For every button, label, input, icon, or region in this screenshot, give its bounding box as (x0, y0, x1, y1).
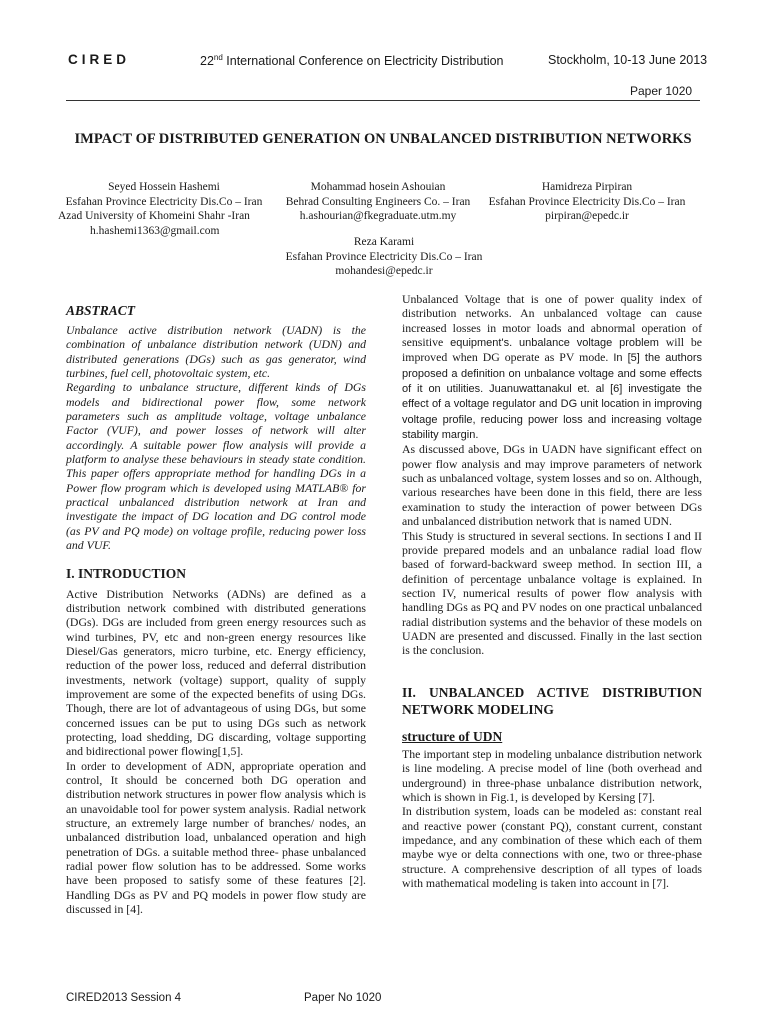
subsection-heading: structure of UDN (402, 728, 503, 744)
section-2-heading: II. UNBALANCED ACTIVE DISTRIBUTION NETWORK MODELING (402, 684, 702, 717)
conference-number: 22 (200, 54, 214, 69)
author-affiliation: Esfahan Province Electricity Dis.Co – Iran (65, 195, 263, 208)
intro-paragraph-2: In order to development of ADN, appropriate operation and control, It should be concerned both DG operation and distribution network structures in power flow analysis which is an unavoidable tool for power system analysis. Radial network structure, an extremely large number of branches/ nodes, an unbalanced distribution load, unbalanced operation and high penetration of DGs. a suitable method three- phase unbalanced radial power flow solution has to be addressed. Some works have been proposed to satisfy some of these features [2]. Handling DGs as PV and PQ models in power flow study are discussed in [4]. (66, 758, 366, 917)
conference-ordinal: nd (213, 53, 223, 62)
conference-name: International Conference on Electricity Distribution (222, 54, 504, 69)
right-paragraph-5: In distribution system, loads can be modeled as: constant real and reactive power (constant PQ), constant current, constant impedance, and any combination of these which each of them maybe wye or delta connections with one, two or three-phase structure. A comprehensive description of all types of loads with mathematical modeling is taken into account in [7]. (402, 804, 702, 891)
author-block-1 (58, 180, 270, 238)
author-block-4 (272, 235, 496, 279)
footer-session: CIRED2013 Session 4 (66, 992, 182, 1004)
header-divider (66, 100, 700, 101)
author-name: Hamidreza Pirpiran (541, 181, 633, 193)
abstract-paragraph-2: Regarding to unbalance structure, different kinds of DGs models and bidirectional power flow, some network parameters such as amplitude voltage, voltage unbalance Factor (VUF), and power losses of network will alter accordingly. A suitable power flow analysis will provide a platform to analyse these behaviours in steady state condition. This paper offers appropriate method for handling DGs in a Power flow program which is developed using MATLAB® for practical unbalanced distribution network at Iran and investigate the impact of DG location and DG control mode (as PV and PQ mode) on voltage profile, reducing power loss and VUF. (66, 380, 366, 553)
right-paragraph-2: As discussed above, DGs in UADN have significant effect on power flow analysis and may improve parameters of network such as unbalanced voltage, system losses and so on. Although, various researches have been done in this field, there are less examination to study the interaction of power between DGs and unbalanced distribution network that is named UDN. (402, 442, 702, 529)
cired-logo-text: CIRED (68, 52, 131, 67)
author-block-3 (486, 180, 688, 224)
author-email: h.hashemi1363@gmail.com (90, 224, 220, 237)
right-paragraph-1-part-c: will be improved when DG operate as PV mode. (402, 335, 703, 365)
right-paragraph-1 (402, 292, 702, 442)
author-affiliation: Esfahan Province Electricity Dis.Co – Iran (488, 195, 686, 208)
paper-title: IMPACT OF DISTRIBUTED GENERATION ON UNBALANCED DISTRIBUTION NETWORKS (74, 131, 692, 147)
paper-number: Paper 1020 (630, 84, 693, 98)
author-block-2 (272, 180, 484, 224)
introduction-heading: I. INTRODUCTION (66, 565, 187, 581)
right-paragraph-3: This Study is structured in several sections. In sections I and II provide prepared models and an unbalance radial load flow based of forward-backward sweep method. In section III, a definition of percentage unbalance voltage is explained. In section IV, numerical results of power flow analysis with handling DGs as PQ and PV nodes on one practical unbalanced radial distribution systems and the behavior of these models on UADN are presented and discussed. Finally in the last section is the conclusion. (402, 528, 702, 658)
intro-paragraph-1: Active Distribution Networks (ADNs) are defined as a distribution network combined with distributed generations (DGs). DGs are included from green energy resources such as wind turbines, PV, etc and non-green energy resources like Diesel/Gas generators, micro turbine, etc. Energy efficiency, reduction of the power loss, reduced and deferral distribution investments, network (voltage) support, quality of supply improvement are some of the expected benefits of using DGs. Though, there are lot of advantageous of using DGs, but some concerned issues can be put to using DGs such as network protecting, load shedding, DG discarding, voltage supporting and bidirectional power flowing[1,5]. (66, 586, 366, 759)
author-affiliation: Esfahan Province Electricity Dis.Co – Iran (285, 250, 483, 263)
conference-location: Stockholm, 10-13 June 2013 (548, 53, 708, 67)
conference-title (200, 53, 504, 68)
footer-paper-number: Paper No 1020 (304, 992, 382, 1004)
left-column (66, 302, 366, 916)
right-column (402, 292, 702, 890)
right-paragraph-1-part-d: In [5] the authors proposed a definition on unbalance voltage and some effects of it on utilities. Juanuwattanakul et. al [6] investigate the effect of a voltage regulator and DG unit location in improving voltage profile, reducing power loss and increasing voltage stability margin. (402, 352, 702, 442)
right-paragraph-4: The important step in modeling unbalance distribution network is line modeling. A precise model of line (both overhead and underground) in three-phase unbalance distribution network, which is shown in Fig.1, is developed by Kersing [7]. (402, 746, 702, 804)
abstract-heading: ABSTRACT (66, 303, 136, 318)
right-paragraph-1-part-b: equipment's. unbalance voltage problem (450, 337, 659, 350)
author-email: pirpiran@epedc.ir (545, 210, 629, 222)
author-name: Mohammad hosein Ashouian (310, 181, 446, 193)
abstract-paragraph-1: Unbalance active distribution network (UADN) is the combination of unbalance distribution network (UDN) and distributed generations (DGs) such as gas generator, wind turbines, fuel cell, photovoltaic system, etc. (66, 323, 366, 381)
author-affiliation-2: Azad University of Khomeini Shahr -Iran (58, 210, 250, 222)
author-name: Reza Karami (353, 236, 415, 248)
right-paragraph-1-part-a: Unbalanced Voltage that is one of power quality index of distribution networks. An unbalanced voltage can cause increased losses in motor loads and abnormal operation of sensitive (402, 292, 702, 350)
author-email: h.ashourian@fkegraduate.utm.my (299, 210, 457, 222)
author-affiliation: Behrad Consulting Engineers Co. – Iran (285, 195, 471, 208)
author-email: mohandesi@epedc.ir (335, 265, 433, 277)
author-name: Seyed Hossein Hashemi (108, 181, 220, 193)
